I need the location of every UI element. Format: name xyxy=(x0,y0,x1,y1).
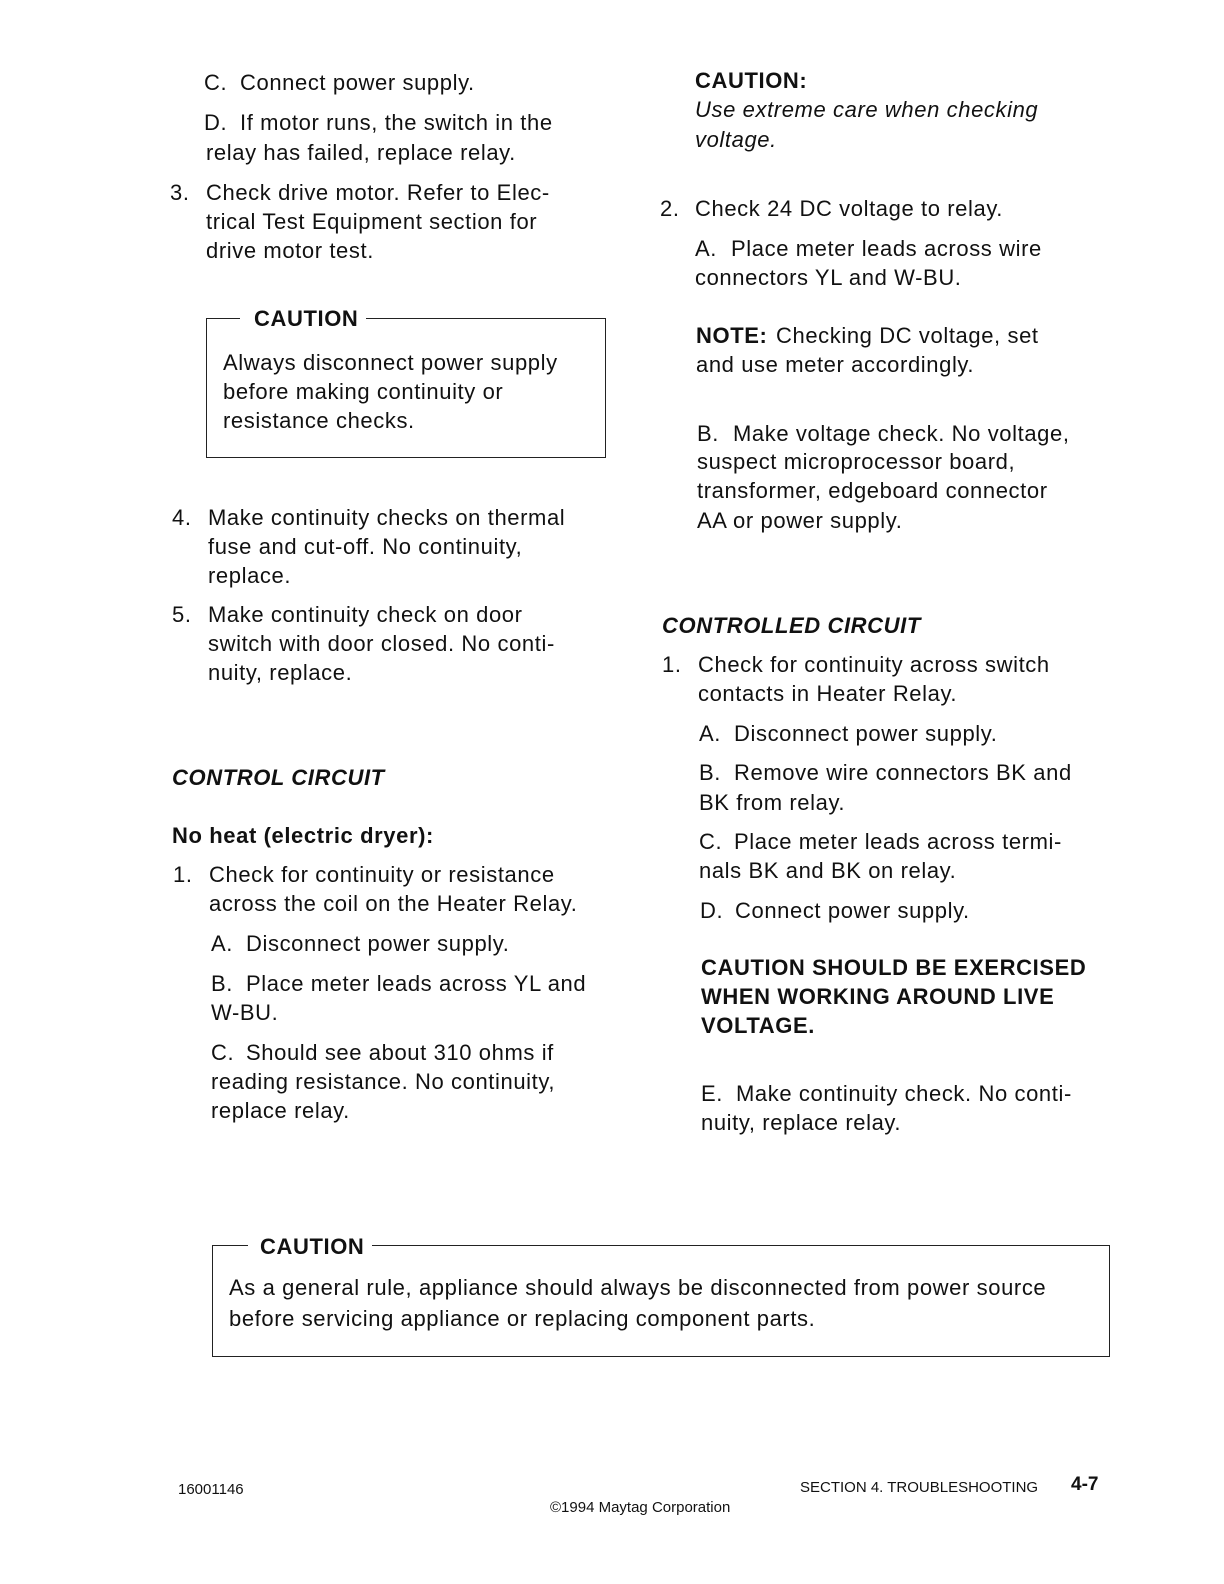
step-d-text-line: If motor runs, the switch in the xyxy=(240,110,553,135)
page-number: 4-7 xyxy=(1071,1474,1099,1495)
section-title: SECTION 4. TROUBLESHOOTING xyxy=(800,1479,1039,1496)
caution-box-text-line: before making continuity or xyxy=(223,379,504,404)
caution-box-top-border xyxy=(366,318,606,319)
step-d-text-line: relay has failed, replace relay. xyxy=(206,140,516,165)
ctl-step-d-text: Connect power supply. xyxy=(735,898,970,923)
ctl-step-b-text-line: BK from relay. xyxy=(699,790,846,815)
live-voltage-warning-line: WHEN WORKING AROUND LIVE xyxy=(701,984,1055,1009)
step-5-number: 5. xyxy=(172,602,192,627)
step-3-number: 3. xyxy=(170,180,190,205)
live-voltage-warning-line: VOLTAGE. xyxy=(701,1013,815,1038)
step-3-text-line: trical Test Equipment section for xyxy=(206,209,538,234)
controlled-circuit-heading: CONTROLLED CIRCUIT xyxy=(662,613,921,638)
ctl-step-e-text-line: Make continuity check. No conti- xyxy=(736,1081,1072,1106)
caution-heading: CAUTION: xyxy=(695,68,808,93)
ctl-step-1-number: 1. xyxy=(662,652,682,677)
step-5-text-line: Make continuity check on door xyxy=(208,602,523,627)
cc-step-b-text-line: Place meter leads across YL and xyxy=(246,971,587,996)
step-2a-text-line: connectors YL and W-BU. xyxy=(695,265,962,290)
step-4-text-line: Make continuity checks on thermal xyxy=(208,505,566,530)
cc-step-b-label: B. xyxy=(211,971,233,996)
note-text-line: Checking DC voltage, set xyxy=(776,323,1039,348)
step-d-label: D. xyxy=(204,110,228,135)
step-2-text: Check 24 DC voltage to relay. xyxy=(695,196,1004,221)
cc-step-c-text-line: Should see about 310 ohms if xyxy=(246,1040,554,1065)
ctl-step-e-label: E. xyxy=(701,1081,723,1106)
document-number: 16001146 xyxy=(178,1481,244,1498)
step-2b-text-line: Make voltage check. No voltage, xyxy=(733,421,1070,446)
step-2b-label: B. xyxy=(697,421,719,446)
bottom-caution-top-border xyxy=(212,1245,248,1246)
ctl-step-c-text-line: nals BK and BK on relay. xyxy=(699,858,957,883)
step-3-text-line: Check drive motor. Refer to Elec- xyxy=(206,180,550,205)
ctl-step-b-label: B. xyxy=(699,760,721,785)
copyright: ©1994 Maytag Corporation xyxy=(550,1499,731,1516)
caution-box-text-line: Always disconnect power supply xyxy=(223,350,558,375)
bottom-caution-text-line: before servicing appliance or replacing component parts. xyxy=(229,1306,816,1331)
cc-step-a-text: Disconnect power supply. xyxy=(246,931,510,956)
cc-step-1-text-line: across the coil on the Heater Relay. xyxy=(209,891,578,916)
ctl-step-d-label: D. xyxy=(700,898,724,923)
caution-box-text-line: resistance checks. xyxy=(223,408,415,433)
cc-step-1-text-line: Check for continuity or resistance xyxy=(209,862,555,887)
cc-step-c-text-line: reading resistance. No continuity, xyxy=(211,1069,556,1094)
ctl-step-c-label: C. xyxy=(699,829,723,854)
control-circuit-heading: CONTROL CIRCUIT xyxy=(172,765,385,790)
caution-text-line: Use extreme care when checking xyxy=(695,97,1039,122)
bottom-caution-title: CAUTION xyxy=(252,1235,372,1259)
cc-step-b-text-line: W-BU. xyxy=(211,1000,279,1025)
bottom-caution-top-border xyxy=(372,1245,1110,1246)
step-c-text: Connect power supply. xyxy=(240,70,475,95)
cc-step-c-text-line: replace relay. xyxy=(211,1098,350,1123)
caution-text-line: voltage. xyxy=(695,127,777,152)
step-2b-text-line: AA or power supply. xyxy=(697,508,903,533)
ctl-step-e-text-line: nuity, replace relay. xyxy=(701,1110,902,1135)
cc-step-c-label: C. xyxy=(211,1040,235,1065)
step-2a-text-line: Place meter leads across wire xyxy=(731,236,1042,261)
ctl-step-1-text-line: contacts in Heater Relay. xyxy=(698,681,958,706)
ctl-step-a-label: A. xyxy=(699,721,721,746)
step-5-text-line: switch with door closed. No conti- xyxy=(208,631,555,656)
ctl-step-a-text: Disconnect power supply. xyxy=(734,721,998,746)
step-4-number: 4. xyxy=(172,505,192,530)
ctl-step-b-text-line: Remove wire connectors BK and xyxy=(734,760,1072,785)
step-5-text-line: nuity, replace. xyxy=(208,660,353,685)
note-text-line: and use meter accordingly. xyxy=(696,352,975,377)
live-voltage-warning-line: CAUTION SHOULD BE EXERCISED xyxy=(701,955,1087,980)
step-4-text-line: fuse and cut-off. No continuity, xyxy=(208,534,523,559)
step-2-number: 2. xyxy=(660,196,680,221)
step-2b-text-line: suspect microprocessor board, xyxy=(697,449,1016,474)
caution-box-title: CAUTION xyxy=(246,307,366,331)
step-2b-text-line: transformer, edgeboard connector xyxy=(697,478,1048,503)
caution-box-top-border xyxy=(206,318,240,319)
cc-step-a-label: A. xyxy=(211,931,233,956)
step-4-text-line: replace. xyxy=(208,563,292,588)
cc-step-1-number: 1. xyxy=(173,862,193,887)
ctl-step-c-text-line: Place meter leads across termi- xyxy=(734,829,1062,854)
note-label: NOTE: xyxy=(696,323,768,348)
step-3-text-line: drive motor test. xyxy=(206,238,374,263)
step-c-label: C. xyxy=(204,70,228,95)
no-heat-heading: No heat (electric dryer): xyxy=(172,823,434,848)
bottom-caution-text-line: As a general rule, appliance should always be disconnected from power source xyxy=(229,1275,1047,1300)
ctl-step-1-text-line: Check for continuity across switch xyxy=(698,652,1050,677)
step-2a-label: A. xyxy=(695,236,717,261)
